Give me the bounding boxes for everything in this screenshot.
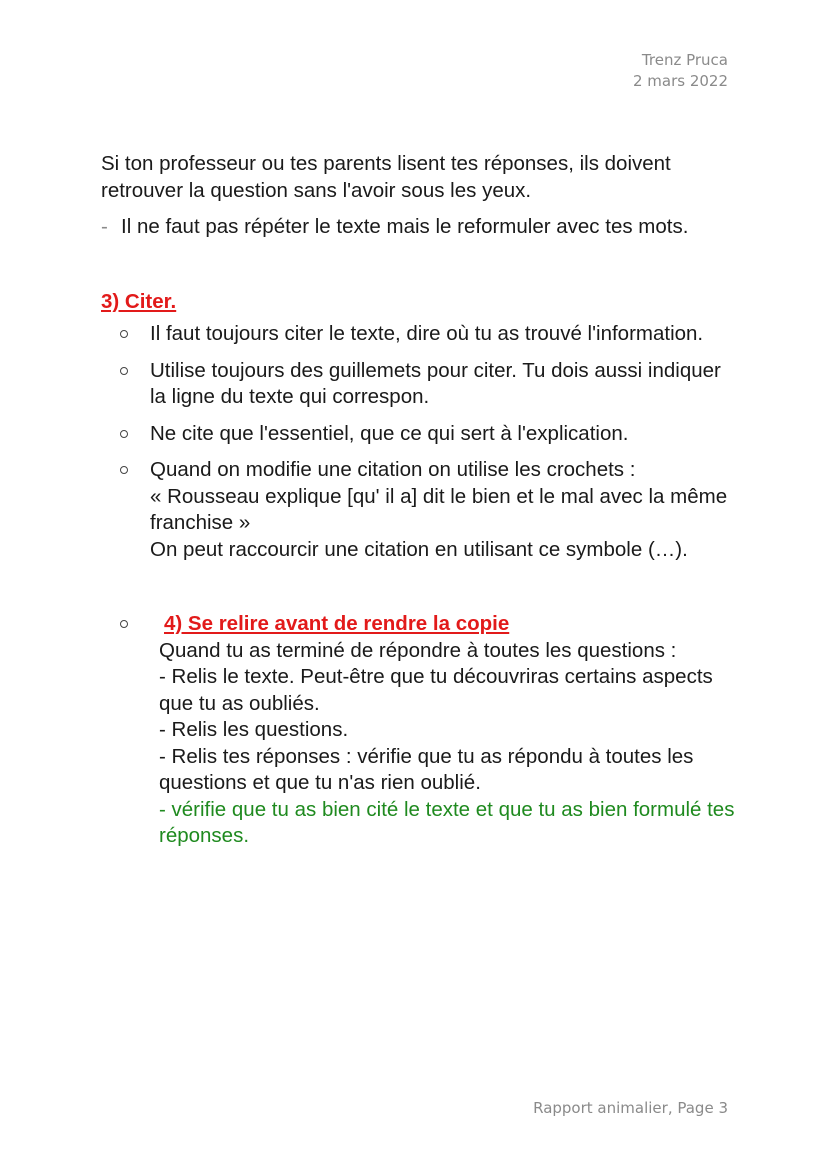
page-footer: Rapport animalier, Page 3	[533, 1099, 728, 1117]
list-item-text: Quand on modifie une citation on utilise les crochets :	[150, 458, 636, 481]
list-item-text: On peut raccourcir une citation en utilisant ce symbole (…).	[150, 537, 688, 561]
list-item-text: Utilise toujours des guillemets pour citer. Tu dois aussi indiquer la ligne du texte qui correspon.	[150, 358, 721, 408]
section-4-line: - Relis les questions.	[159, 718, 349, 741]
section-4-line: Quand tu as terminé de répondre à toutes les questions :	[159, 638, 677, 662]
intro-paragraph: Si ton professeur ou tes parents lisent tes réponses, ils doivent retrouver la question sans l'avoir sous les yeux.	[101, 152, 671, 202]
quotation-example: « Rousseau explique [qu' il a] dit le bien et le mal avec la même franchise »	[150, 484, 728, 534]
section-3-bullet-list	[101, 321, 741, 850]
hollow-bullet-icon	[120, 367, 128, 375]
section-4-line: - Relis tes réponses : vérifie que tu as répondu à toutes les questions et que tu n'as rien oublié.	[159, 744, 694, 794]
list-item	[101, 457, 741, 563]
document-date: 2 mars 2022	[632, 72, 728, 90]
list-item-text: Il faut toujours citer le texte, dire où tu as trouvé l'information.	[150, 322, 704, 345]
list-item	[101, 321, 741, 348]
dash-item-text: Il ne faut pas répéter le texte mais le reformuler avec tes mots.	[121, 215, 689, 238]
list-item	[101, 358, 741, 411]
dash-list-item	[101, 214, 741, 241]
list-item-section-4	[101, 611, 741, 850]
list-item-text: Ne cite que l'essentiel, que ce qui sert à l'explication.	[150, 421, 629, 445]
author-name: Trenz Pruca	[641, 51, 728, 69]
list-item	[101, 421, 741, 448]
hollow-bullet-icon	[120, 620, 128, 628]
section-4-title: 4) Se relire avant de rendre la copie	[164, 612, 510, 635]
document-body	[101, 151, 741, 850]
section-3-title: 3) Citer.	[101, 289, 177, 313]
hollow-bullet-icon	[120, 330, 128, 338]
page-header	[633, 50, 728, 92]
hollow-bullet-icon	[120, 466, 128, 474]
section-4-line: - Relis le texte. Peut-être que tu découvriras certains aspects que tu as oubliés.	[159, 665, 713, 715]
dash-marker: -	[101, 215, 108, 238]
section-4-green-note: - vérifie que tu as bien cité le texte et que tu as bien formulé tes réponses.	[159, 797, 735, 847]
hollow-bullet-icon	[120, 430, 128, 438]
